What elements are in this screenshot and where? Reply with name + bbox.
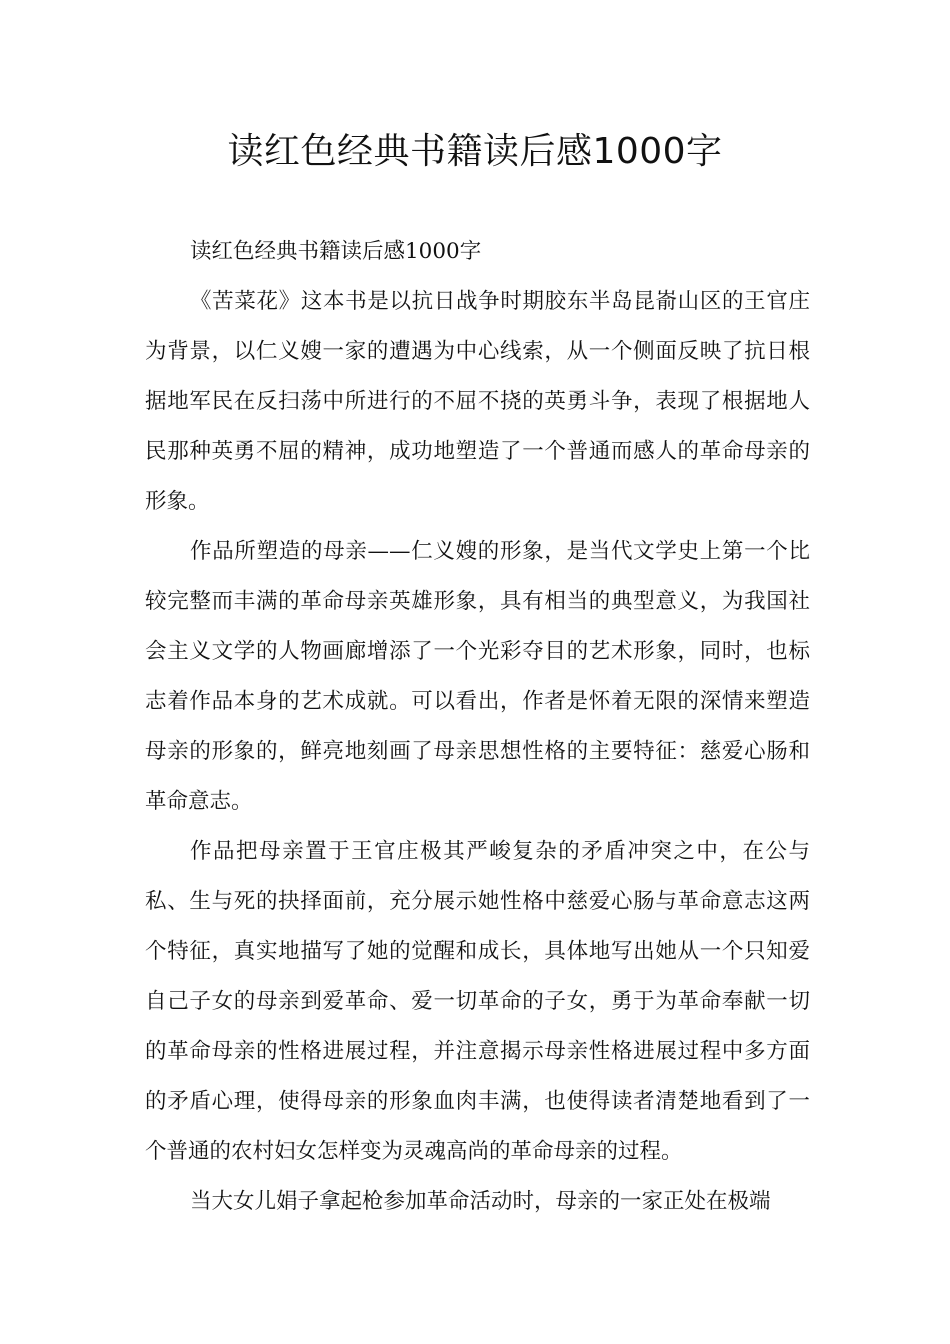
paragraph: 作品所塑造的母亲——仁义嫂的形象，是当代文学史上第一个比较完整而丰满的革命母亲英雄形象，具有相当的典型意义，为我国社会主义文学的人物画廊增添了一个光彩夺目的艺术形象，同时，也标志着作品本身的艺术成就。可以看出，作者是怀着无限的深情来塑造母亲的形象的，鲜亮地刻画了母亲思想性格的主要特征：慈爱心肠和革命意志。 <box>145 539 810 814</box>
document-body <box>145 227 810 1227</box>
paragraph: 《苦菜花》这本书是以抗日战争时期胶东半岛昆嵛山区的王官庄为背景，以仁义嫂一家的遭遇为中心线索，从一个侧面反映了抗日根据地军民在反扫荡中所进行的不屈不挠的英勇斗争，表现了根据地人民那种英勇不屈的精神，成功地塑造了一个普通而感人的革命母亲的形象。 <box>145 289 810 514</box>
document-title: 读红色经典书籍读后感1000字 <box>227 131 723 172</box>
paragraph: 当大女儿娟子拿起枪参加革命活动时，母亲的一家正处在极端 <box>190 1189 771 1214</box>
paragraph-subtitle: 读红色经典书籍读后感1000字 <box>190 239 482 264</box>
paragraph: 作品把母亲置于王官庄极其严峻复杂的矛盾冲突之中，在公与私、生与死的抉择面前，充分展示她性格中慈爱心肠与革命意志这两个特征，真实地描写了她的觉醒和成长，具体地写出她从一个只知爱自己子女的母亲到爱革命、爱一切革命的子女，勇于为革命奉献一切的革命母亲的性格进展过程，并注意揭示母亲性格进展过程中多方面的矛盾心理，使得母亲的形象血肉丰满，也使得读者清楚地看到了一个普通的农村妇女怎样变为灵魂高尚的革命母亲的过程。 <box>145 839 810 1164</box>
